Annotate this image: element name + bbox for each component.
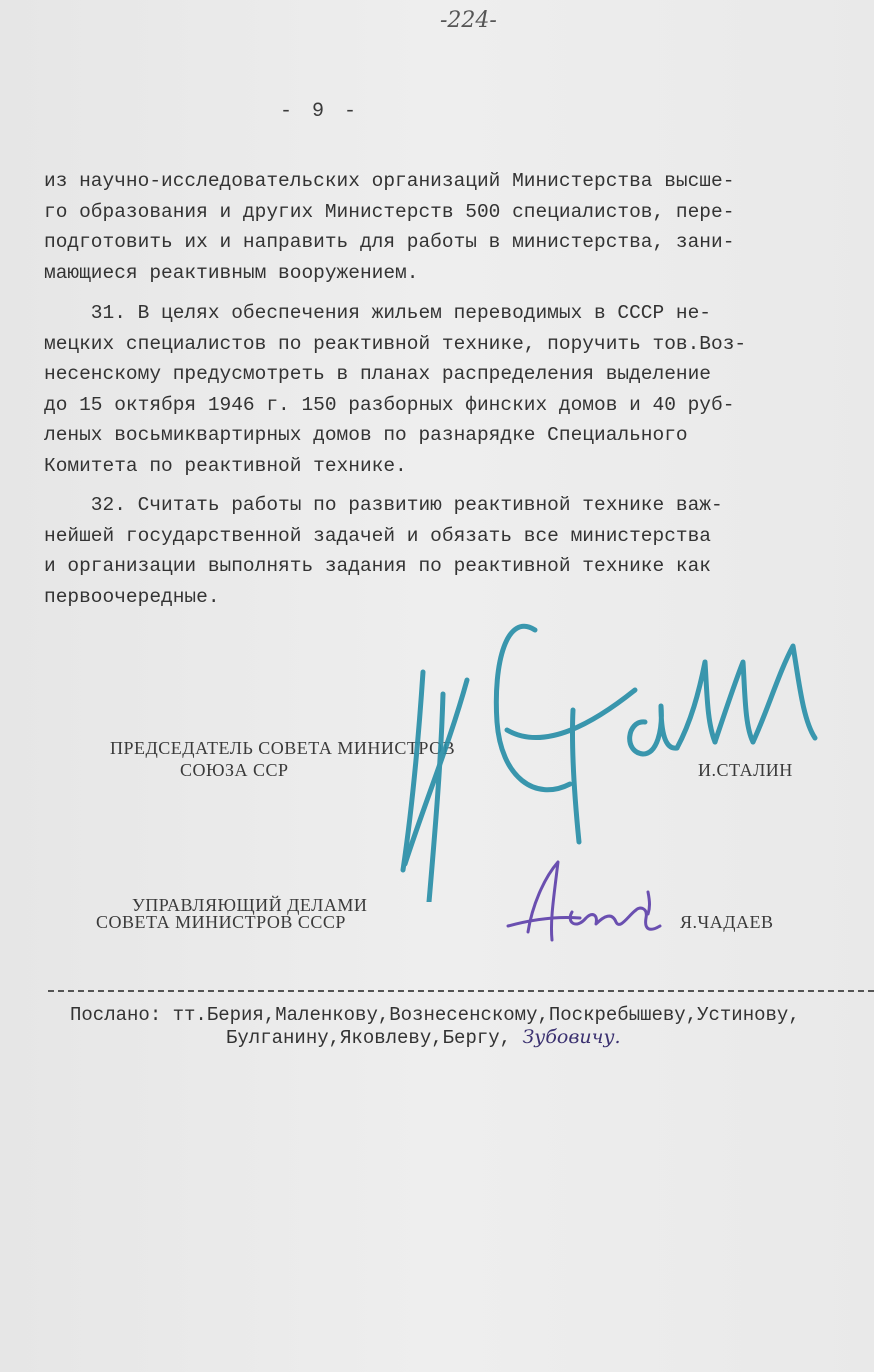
paragraph-continuation	[44, 166, 854, 288]
text-line: мецких специалистов по реактивной технике, поручить тов.Воз-	[44, 332, 747, 355]
paragraph-item-31	[44, 298, 854, 481]
chairman-title-line-1: ПРЕДСЕДАТЕЛЬ СОВЕТА МИНИСТРОВ	[110, 738, 456, 758]
text-line: го образования и других Министерств 500 специалистов, пере-	[44, 200, 735, 223]
chadaev-signature	[500, 856, 670, 948]
text-line: леных восьмиквартирных домов по разнарядке Специального	[44, 424, 688, 446]
text-line: первоочередные.	[44, 585, 220, 608]
divider-line	[48, 990, 874, 992]
text-line: мающиеся реактивным вооружением.	[44, 261, 419, 284]
manager-title-line-1: УПРАВЛЯЮЩИЙ ДЕЛАМИ	[132, 895, 368, 915]
text-line: Комитета по реактивной технике.	[44, 454, 407, 477]
text-line: нейшей государственной задачей и обязать все министерства	[44, 524, 712, 547]
text-line: и организации выполнять задания по реактивной технике как	[44, 555, 712, 577]
text-line: 31. В целях обеспечения жильем переводимых в СССР не-	[44, 302, 712, 324]
distribution-line-1: Послано: тт.Берия,Маленкову,Вознесенскому,Поскребышеву,Устинову,	[70, 1004, 800, 1026]
text-line: до 15 октября 1946 г. 150 разборных финских домов и 40 руб-	[44, 393, 735, 416]
text-line: из научно-исследовательских организаций Министерства высше-	[44, 170, 735, 192]
manager-name: Я.ЧАДАЕВ	[680, 912, 774, 932]
distribution-list	[70, 1004, 800, 1049]
handwritten-addition: Зубовичу.	[522, 1026, 621, 1048]
text-line: подготовить их и направить для работы в министерства, зани-	[44, 231, 735, 253]
archive-number: -224-	[440, 8, 497, 33]
text-line: несенскому предусмотреть в планах распределения выделение	[44, 363, 712, 385]
manager-title-line-2: СОВЕТА МИНИСТРОВ СССР	[96, 912, 346, 932]
text-line: 32. Считать работы по развитию реактивной технике важ-	[44, 494, 723, 516]
distribution-line-2: Булганину,Яковлеву,Бергу,	[226, 1027, 512, 1049]
page-number: - 9 -	[280, 100, 361, 123]
distribution-line-2-wrapper	[70, 1026, 800, 1049]
paragraph-item-32	[44, 490, 854, 612]
chairman-title-line-2: СОЮЗА ССР	[180, 760, 289, 780]
chairman-name: И.СТАЛИН	[698, 760, 793, 780]
